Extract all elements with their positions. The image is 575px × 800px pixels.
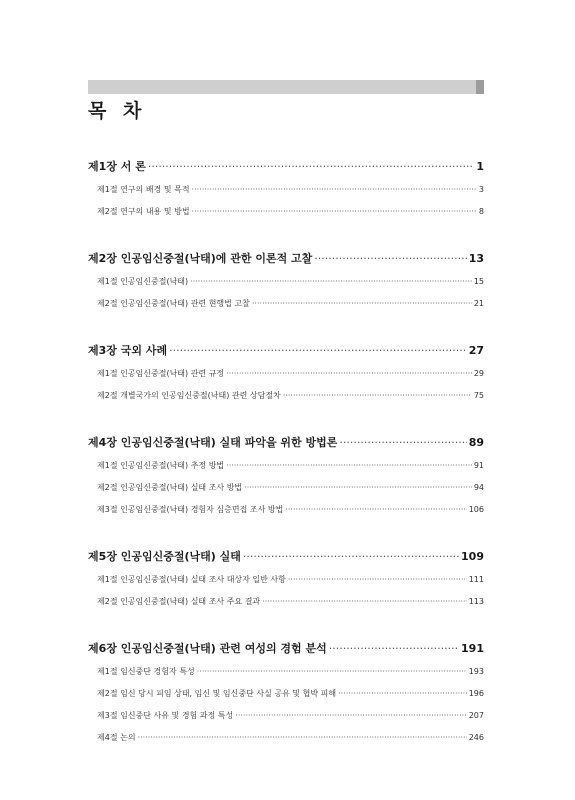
toc-section-row[interactable]	[88, 482, 484, 504]
dot-leader	[169, 344, 467, 357]
section-title: 제1절 임신중단 경험자 특성	[97, 667, 195, 676]
toc-chapter-row[interactable]	[88, 548, 484, 574]
dot-leader	[252, 299, 472, 308]
page-number: 15	[473, 277, 484, 286]
chapter-title: 제1장 서 론	[88, 160, 146, 173]
page-number: 3	[478, 185, 484, 194]
page-number: 246	[468, 733, 484, 742]
dot-leader	[235, 711, 466, 720]
dot-leader	[192, 185, 477, 194]
section-title: 제2절 인공임신중절(낙태) 실태 조사 주요 결과	[97, 597, 261, 606]
toc-section-row[interactable]	[88, 390, 484, 412]
toc-section-row[interactable]	[88, 184, 484, 206]
page-number: 196	[468, 689, 484, 698]
dot-leader	[197, 667, 467, 676]
toc-chapter-4	[88, 434, 484, 526]
section-title: 제1절 인공임신중절(낙태) 실태 조사 대상자 일반 사항	[97, 575, 286, 584]
dot-leader	[288, 575, 467, 584]
chapter-title: 제4장 인공임신중절(낙태) 실태 파악을 위한 방법론	[88, 436, 338, 449]
page-number: 1	[476, 160, 484, 173]
section-title: 제2절 연구의 내용 및 방법	[97, 207, 190, 216]
chapter-title: 제6장 인공임신중절(낙태) 관련 여성의 경험 분석	[88, 642, 327, 655]
chapter-title: 제5장 인공임신중절(낙태) 실태	[88, 550, 241, 563]
toc-chapter-row[interactable]	[88, 250, 484, 276]
page-number: 113	[468, 597, 484, 606]
dot-leader	[190, 277, 472, 286]
toc-section-row[interactable]	[88, 596, 484, 618]
toc-chapter-row[interactable]	[88, 158, 484, 184]
chapter-title: 제3장 국외 사례	[88, 344, 168, 357]
page-number: 106	[468, 505, 484, 514]
toc-chapter-5	[88, 548, 484, 618]
toc-chapter-row[interactable]	[88, 434, 484, 460]
dot-leader	[329, 642, 459, 655]
page-title: 목 차	[88, 100, 147, 122]
page-number: 29	[473, 369, 484, 378]
section-title: 제2절 인공임신중절(낙태) 관련 현행법 고찰	[97, 299, 250, 308]
toc-section-row[interactable]	[88, 688, 484, 710]
toc-section-row[interactable]	[88, 666, 484, 688]
section-title: 제2절 개별국가의 인공임신중절(낙태) 관련 상담절차	[97, 391, 281, 400]
dot-leader	[226, 461, 472, 470]
dot-leader	[338, 689, 467, 698]
toc-chapter-row[interactable]	[88, 342, 484, 368]
page-number: 27	[468, 344, 484, 357]
page-number: 21	[473, 299, 484, 308]
toc-chapter-3	[88, 342, 484, 412]
header-bar	[88, 80, 484, 94]
dot-leader	[339, 436, 466, 449]
toc-section-row[interactable]	[88, 504, 484, 526]
toc-section-row[interactable]	[88, 276, 484, 298]
toc-section-row[interactable]	[88, 732, 484, 754]
page-number: 111	[468, 575, 484, 584]
section-title: 제1절 인공임신중절(낙태) 관련 규정	[97, 369, 225, 378]
dot-leader	[138, 733, 467, 742]
section-title: 제1절 인공임신중절(낙태)	[97, 277, 189, 286]
section-title: 제1절 인공임신중절(낙태) 추정 방법	[97, 461, 225, 470]
toc-section-row[interactable]	[88, 710, 484, 732]
toc-section-row[interactable]	[88, 206, 484, 228]
section-title: 제2절 임신 당시 피임 상태, 임신 및 임신중단 사실 공유 및 협박 피해	[97, 689, 337, 698]
dot-leader	[285, 505, 466, 514]
table-of-contents	[88, 158, 484, 776]
toc-section-row[interactable]	[88, 574, 484, 596]
dot-leader	[226, 369, 472, 378]
page-number: 109	[461, 550, 484, 563]
section-title: 제4절 논의	[97, 733, 136, 742]
page-number: 191	[461, 642, 484, 655]
toc-chapter-6	[88, 640, 484, 754]
section-title: 제1절 연구의 배경 및 목적	[97, 185, 190, 194]
dot-leader	[192, 207, 477, 216]
dot-leader	[314, 252, 466, 265]
section-title: 제3절 인공임신중절(낙태) 경험자 심층면접 조사 방법	[97, 505, 284, 514]
page-number: 207	[468, 711, 484, 720]
toc-section-row[interactable]	[88, 298, 484, 320]
toc-chapter-1	[88, 158, 484, 228]
page-number: 193	[468, 667, 484, 676]
page-number: 91	[473, 461, 484, 470]
toc-section-row[interactable]	[88, 460, 484, 482]
section-title: 제3절 임신중단 사유 및 경험 과정 특성	[97, 711, 234, 720]
dot-leader	[244, 483, 472, 492]
dot-leader	[243, 550, 459, 563]
dot-leader	[262, 597, 467, 606]
toc-chapter-row[interactable]	[88, 640, 484, 666]
dot-leader	[283, 391, 472, 400]
page-number: 94	[473, 483, 484, 492]
header-bar-end-block	[476, 80, 484, 94]
section-title: 제2절 인공임신중절(낙태) 실태 조사 방법	[97, 483, 243, 492]
toc-chapter-2	[88, 250, 484, 320]
dot-leader	[148, 160, 475, 173]
page-number: 13	[468, 252, 484, 265]
page-number: 89	[468, 436, 484, 449]
chapter-title: 제2장 인공임신중절(낙태)에 관한 이론적 고찰	[88, 252, 313, 265]
page-number: 8	[478, 207, 484, 216]
page-number: 75	[473, 391, 484, 400]
toc-section-row[interactable]	[88, 368, 484, 390]
